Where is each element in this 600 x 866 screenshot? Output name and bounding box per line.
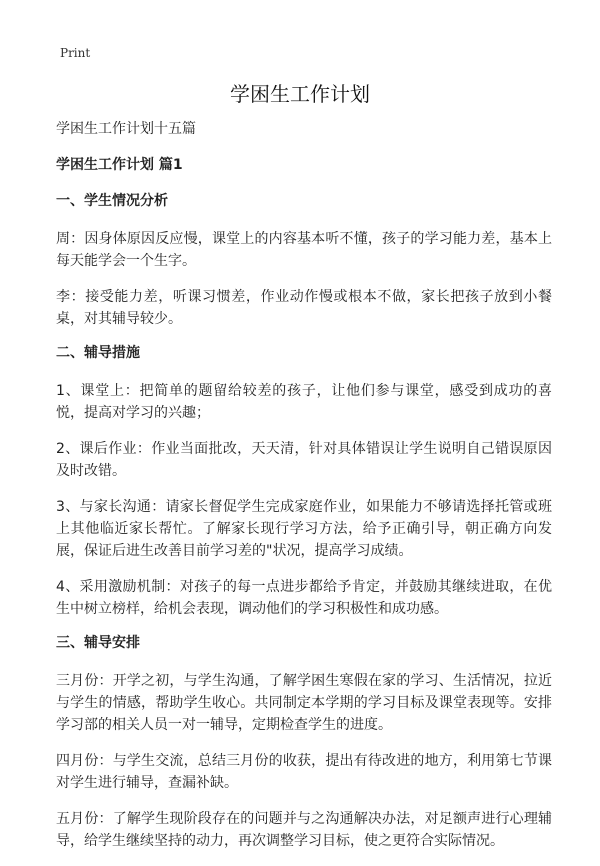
section-situation-analysis [56, 192, 552, 330]
page-title: 学困生工作计划 [230, 82, 370, 106]
paragraph: 周：因身体原因反应慢，课堂上的内容基本听不懂，孩子的学习能力差，基本上每天能学会一个生字。 [56, 231, 552, 269]
section-tutoring-schedule [56, 634, 552, 852]
section-tutoring-measures [56, 344, 552, 620]
paragraph: 3、与家长沟通：请家长督促学生完成家庭作业，如果能力不够请选择托管或班上其他临近家长帮忙。了解家长现行学习方法，给予正确引导，朝正确方向发展，保证后进生改善目前学习差的"状况，提高学习成绩。 [56, 499, 552, 559]
paragraph: 1、课堂上：把简单的题留给较差的孩子，让他们参与课堂，感受到成功的喜悦，提高对学习的兴趣； [56, 383, 552, 421]
paragraph: 李：接受能力差，听课习惯差，作业动作慢或根本不做，家长把孩子放到小餐桌，对其辅导较少。 [56, 289, 552, 327]
paragraph: 四月份：与学生交流，总结三月份的收获，提出有待改进的地方，利用第七节课对学生进行辅导，查漏补缺。 [56, 753, 552, 791]
paragraph: 五月份：了解学生现阶段存在的问题并与之沟通解决办法，对足额声进行心理辅导，给学生继续坚持的动力，再次调整学习目标，使之更符合实际情况。 [56, 811, 552, 849]
paragraph: 2、课后作业：作业当面批改，天天清，针对具体错误让学生说明自己错误原因及时改错。 [56, 441, 552, 479]
paragraph: 三月份：开学之初，与学生沟通，了解学困生寒假在家的学习、生活情况，拉近与学生的情感，帮助学生收心。共同制定本学期的学习目标及课堂表现等。安排学习部的相关人员一对一辅导，定期检查学生的进度。 [56, 673, 552, 733]
section-heading: 一、学生情况分析 [56, 193, 168, 209]
document-subtitle: 学困生工作计划十五篇 [56, 121, 196, 137]
section-heading: 二、辅导措施 [56, 345, 140, 361]
article-heading: 学困生工作计划 篇1 [56, 157, 183, 173]
document-body [56, 120, 552, 866]
section-heading: 三、辅导安排 [56, 635, 140, 651]
print-link[interactable]: Print [60, 46, 91, 60]
paragraph: 4、采用激励机制：对孩子的每一点进步都给予肯定，并鼓励其继续进取，在优生中树立榜样，给机会表现，调动他们的学习积极性和成功感。 [56, 579, 552, 617]
